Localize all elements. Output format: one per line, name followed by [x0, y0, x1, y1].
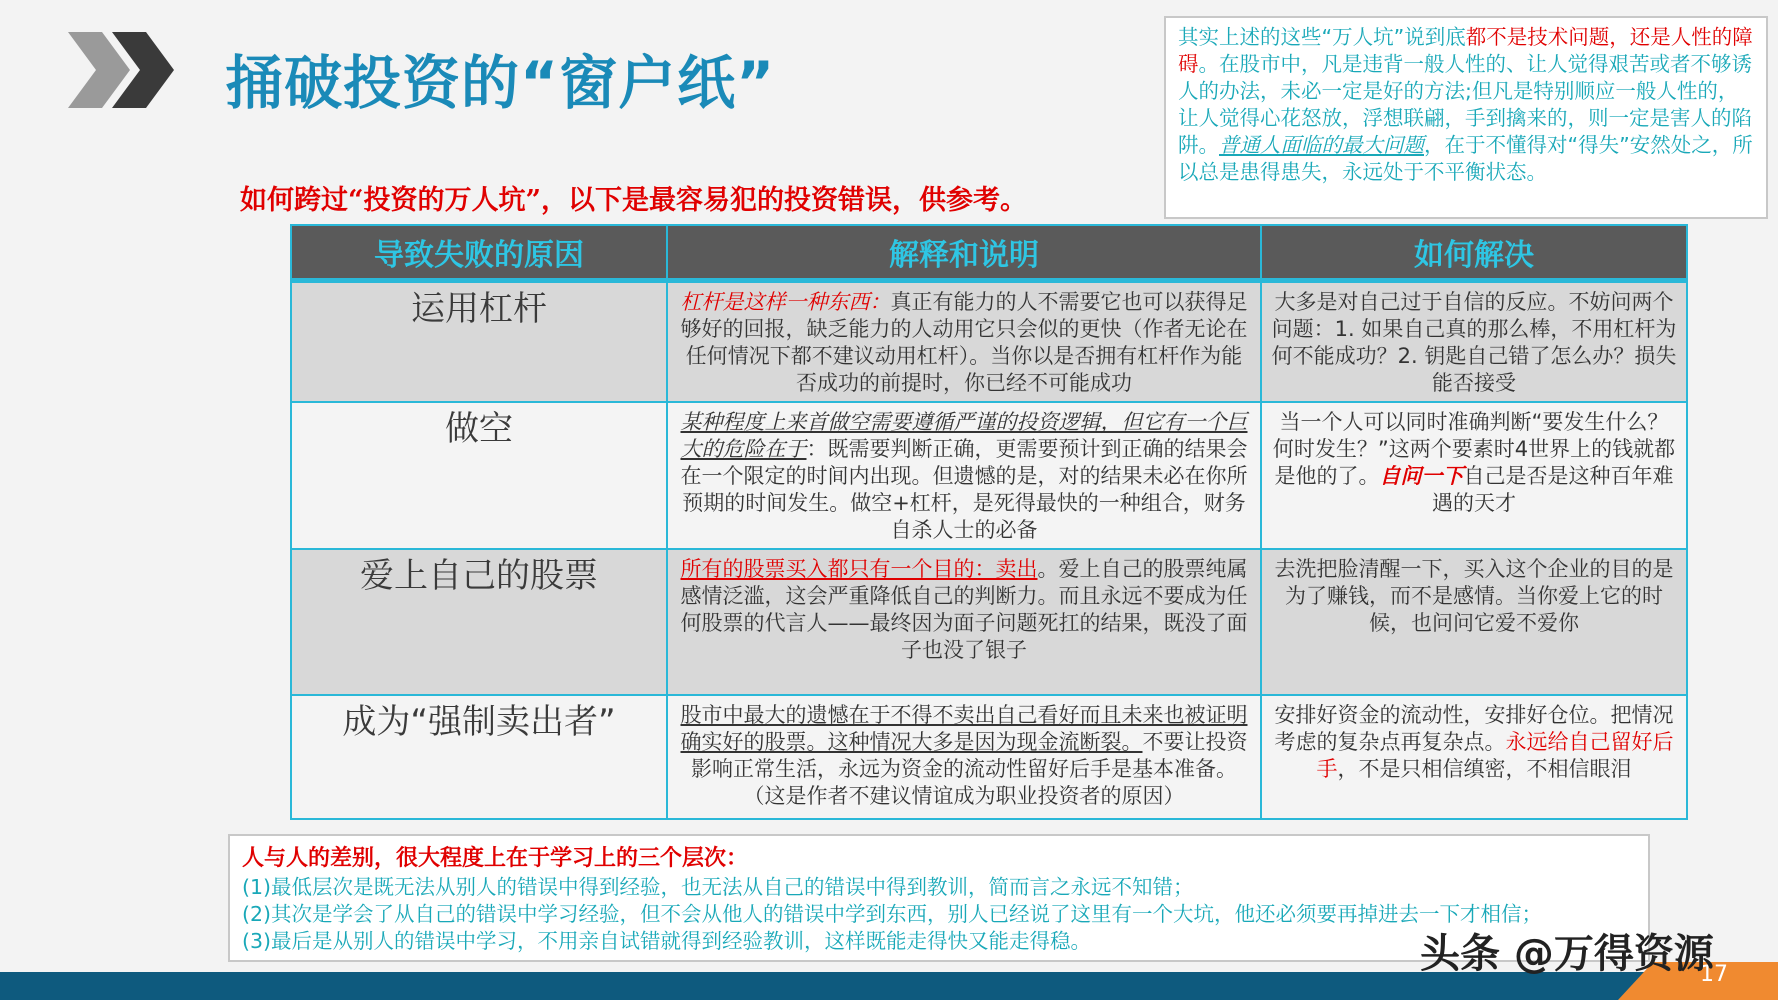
reason-cell: 做空: [291, 402, 667, 549]
table-row: [291, 695, 1687, 819]
mistakes-table: [290, 224, 1688, 820]
explanation-highlight: 杠杆是这样一种东西：: [680, 290, 891, 314]
explanation-highlight: 股市中最大的遗憾在于不得不卖出自己看好而且未来也被证明确实好的股票。这种情况大多是因为现金流断裂。: [680, 703, 1248, 754]
table-row: [291, 549, 1687, 695]
reason-cell: 运用杠杆: [291, 281, 667, 403]
note-text-2: 都不是技术问题，还是人性的障碍: [1178, 25, 1753, 76]
solution-text: 当一个人可以同时准确判断“要发生什么？何时发生？”这两个要素时4世界上的钱就都是他的了。: [1272, 410, 1676, 488]
note-text-4: 普通人面临的最大问题: [1219, 133, 1424, 157]
solution-cell: [1261, 695, 1687, 819]
column-header-solution: 如何解决: [1261, 225, 1687, 281]
solution-text-end: ，不是只相信缜密，不相信眼泪: [1337, 757, 1632, 781]
column-header-reason: 导致失败的原因: [291, 225, 667, 281]
page-title: 捅破投资的“窗户纸”: [225, 49, 776, 117]
solution-text-end: 自己是否是这种百年难遇的天才: [1432, 464, 1674, 515]
note-text-5: ，在于不懂得对“得失”安然处之，所以总是患得患失，永远处于不平衡状态。: [1178, 133, 1753, 184]
explanation-text: 不要让投资影响正常生活，永远为资金的流动性留好后手是基本准备。（这是作者不建议情谊成为职业投资者的原因）: [691, 730, 1248, 808]
explanation-text: 真正有能力的人不需要它也可以获得足够好的回报，缺乏能力的人动用它只会似的更快（作者无论在任何情况下都不建议动用杠杆）。当你以是否拥有杠杆作为能否成功的前提时，你已经不可能成功: [680, 290, 1248, 395]
note-text-3: 。在股市中，凡是违背一般人性的、让人觉得艰苦或者不够诱人的办法，未必一定是好的方法;但凡是特别顺应一般人性的，让人觉得心花怒放，浮想联翩，手到擒来的，则一定是害人的陷阱。: [1178, 52, 1752, 157]
solution-cell: [1261, 281, 1687, 403]
solution-text: 去洗把脸清醒一下，买入这个企业的目的是为了赚钱，而不是感情。当你爱上它的时候，也问问它爱不爱你: [1274, 557, 1674, 635]
solution-cell: [1261, 549, 1687, 695]
note-text-1: 其实上述的这些“万人坑”说到底: [1178, 25, 1466, 49]
learning-level-line: (1)最低层次是既无法从别人的错误中得到经验，也无法从自己的错误中得到教训，简而言之永远不知错；: [242, 875, 1194, 899]
explanation-text: 。爱上自己的股票纯属感情泛滥，这会严重降低自己的判断力。而且永远不要成为任何股票的代言人——最终因为面子问题死扛的结果，既没了面子也没了银子: [680, 557, 1248, 662]
reason-cell: 爱上自己的股票: [291, 549, 667, 695]
table-header-row: [291, 225, 1687, 281]
explanation-text: ：既需要判断正确，更需要预计到正确的结果会在一个限定的时间内出现。但遗憾的是，对的结果未必在你所预期的时间发生。做空+杠杆，是死得最快的一种组合，财务自杀人士的必备: [680, 437, 1248, 542]
page-subtitle: 如何跨过“投资的万人坑”，以下是最容易犯的投资错误，供参考。: [240, 185, 1028, 216]
solution-text: 大多是对自己过于自信的反应。不妨问两个问题：1. 如果自己真的那么棒，不用杠杆为何不能成功？2. 钥匙自己错了怎么办？损失能否接受: [1271, 290, 1677, 395]
explanation-highlight: 所有的股票买入都只有一个目的：卖出: [680, 557, 1038, 581]
table-row: [291, 281, 1687, 403]
learning-level-line: (3)最后是从别人的错误中学习，不用亲自试错就得到经验教训，这样既能走得快又能走得稳。: [242, 929, 1092, 953]
learning-levels-title: 人与人的差别，很大程度上在于学习上的三个层次：: [242, 846, 749, 871]
page-number: 17: [1700, 962, 1728, 987]
explanation-cell: [667, 695, 1261, 819]
explanation-highlight: 某种程度上来首做空需要遵循严谨的投资逻辑，但它有一个巨大的危险在于: [680, 410, 1248, 461]
column-header-explanation: 解释和说明: [667, 225, 1261, 281]
note-box: [1164, 16, 1768, 219]
solution-cell: [1261, 402, 1687, 549]
explanation-cell: [667, 402, 1261, 549]
solution-text: 安排好资金的流动性，安排好仓位。把情况考虑的复杂点再复杂点。: [1274, 703, 1674, 754]
reason-cell: 成为“强制卖出者”: [291, 695, 667, 819]
learning-level-line: (2)其次是学会了从自己的错误中学习经验，但不会从他人的错误中学到东西，别人已经说了这里有一个大坑，他还必须要再掉进去一下才相信；: [242, 902, 1543, 926]
solution-highlight: 自问一下: [1379, 464, 1464, 488]
chevron-logo-icon: [68, 32, 198, 108]
watermark: 头条 @万得资源: [1420, 931, 1714, 977]
explanation-cell: [667, 281, 1261, 403]
table-row: [291, 402, 1687, 549]
explanation-cell: [667, 549, 1261, 695]
solution-highlight: 永远给自己留好后手: [1316, 730, 1674, 781]
